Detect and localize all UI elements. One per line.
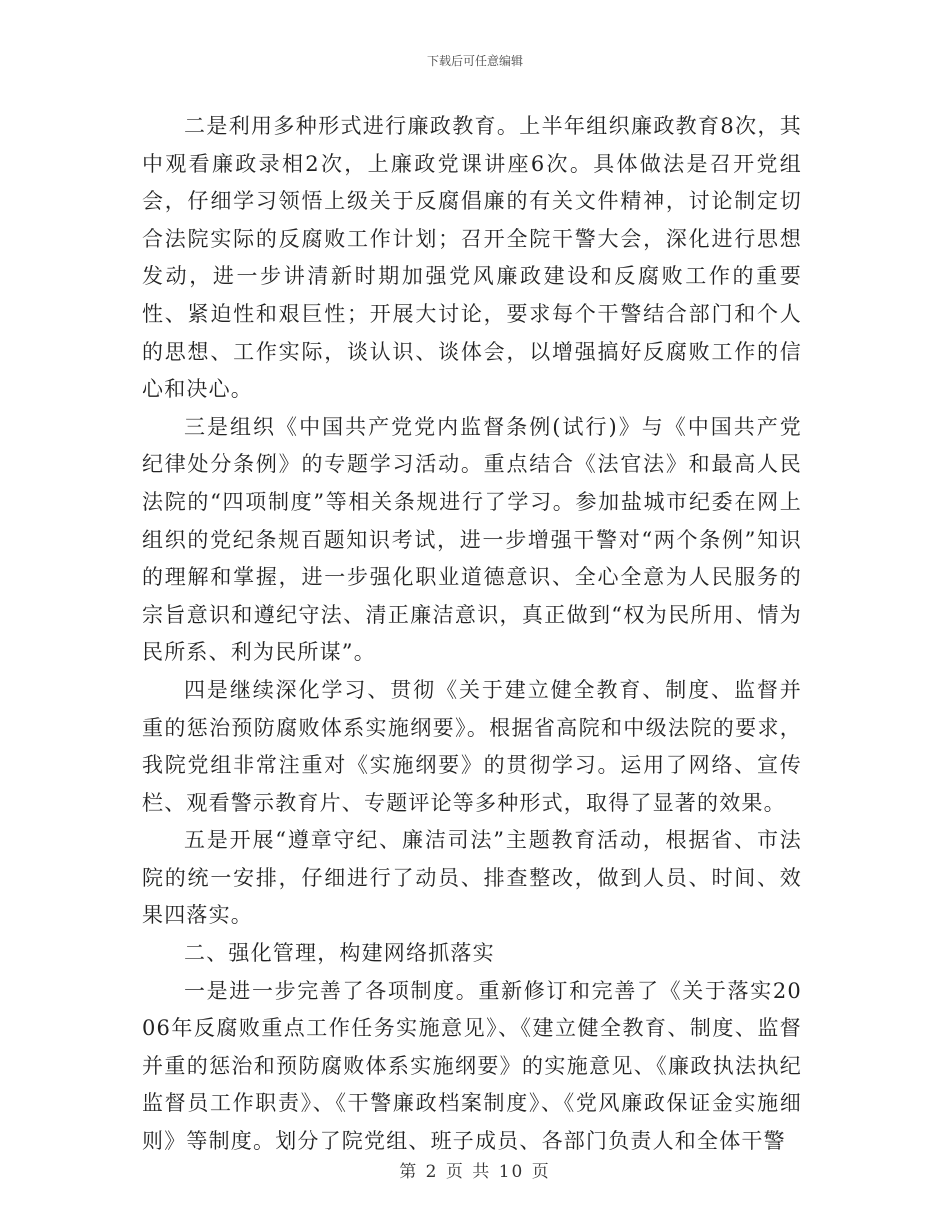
paragraph: 三是组织《中国共产党党内监督条例(试行)》与《中国共产党纪律处分条例》的专题学习活动。重点结合《法官法》和最高人民法院的“四项制度”等相关条规进行了学习。参加盐城市纪委在网上组织的党纪条规百题知识考试，进一步增强干警对“两个条例”知识的理解和掌握，进一步强化职业道德意识、全心全意为人民服务的宗旨意识和遵纪守法、清正廉洁意识，真正做到“权为民所用、情为民所系、利为民所谋”。 bbox=[142, 414, 802, 665]
paragraph: 四是继续深化学习、贯彻《关于建立健全教育、制度、监督并重的惩治预防腐败体系实施纲要》。根据省高院和中级法院的要求，我院党组非常注重对《实施纲要》的贯彻学习。运用了网络、宣传栏、观看警示教育片、专题评论等多种形式，取得了显著的效果。 bbox=[142, 677, 802, 815]
page-header: 下载后可任意编辑 bbox=[426, 54, 523, 68]
paragraph: 五是开展“遵章守纪、廉洁司法”主题教育活动，根据省、市法院的统一安排，仔细进行了动员、排查整改，做到人员、时间、效果四落实。 bbox=[142, 828, 802, 928]
page-footer: 第 2 页 共 10 页 bbox=[399, 1162, 551, 1182]
paragraph: 二是利用多种形式进行廉政教育。上半年组织廉政教育8次，其中观看廉政录相2次，上廉政党课讲座6次。具体做法是召开党组会，仔细学习领悟上级关于反腐倡廉的有关文件精神，讨论制定切合法院实际的反腐败工作计划；召开全院干警大会，深化进行思想发动，进一步讲清新时期加强党风廉政建设和反腐败工作的重要性、紧迫性和艰巨性；开展大讨论，要求每个干警结合部门和个人的思想、工作实际，谈认识、谈体会，以增强搞好反腐败工作的信心和决心。 bbox=[142, 114, 802, 402]
document-body bbox=[142, 108, 802, 1161]
paragraph: 一是进一步完善了各项制度。重新修订和完善了《关于落实2006年反腐败重点工作任务实施意见》、《建立健全教育、制度、监督并重的惩治和预防腐败体系实施纲要》的实施意见、《廉政执法执纪监督员工作职责》、《干警廉政档案制度》、《党风廉政保证金实施细则》等制度。划分了院党组、班子成员、各部门负责人和全体干警 bbox=[142, 978, 802, 1154]
section-heading: 二、强化管理，构建网络抓落实 bbox=[184, 941, 495, 966]
